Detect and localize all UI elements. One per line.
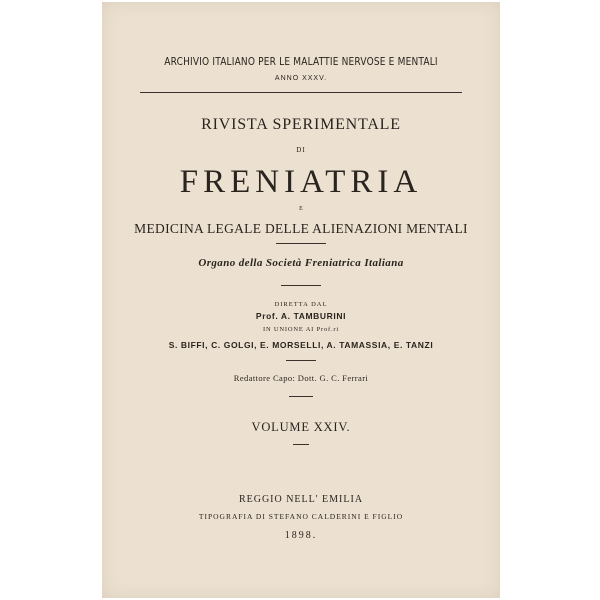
divider-4 bbox=[289, 396, 313, 397]
unione-label: IN UNIONE AI Prof.ri bbox=[263, 326, 339, 333]
main-title: FRENIATRIA bbox=[179, 164, 423, 200]
title-page bbox=[102, 2, 500, 598]
divider-1 bbox=[276, 243, 326, 244]
di-label: DI bbox=[296, 146, 306, 154]
divider-5 bbox=[293, 444, 309, 445]
divider-3 bbox=[286, 360, 316, 361]
imprint-year: 1898. bbox=[284, 530, 318, 541]
imprint-printer: TIPOGRAFIA DI STEFANO CALDERINI E FIGLIO bbox=[198, 512, 404, 521]
organo-line: Organo della Società Freniatrica Italiana bbox=[198, 257, 404, 269]
archive-title: ARCHIVIO ITALIANO PER LE MALATTIE NERVOSE E MENTALI bbox=[164, 56, 438, 68]
imprint-city: REGGIO NELL' EMILIA bbox=[238, 494, 364, 505]
header-rule bbox=[140, 92, 462, 93]
subtitle: MEDICINA LEGALE DELLE ALIENAZIONI MENTALI bbox=[134, 221, 468, 236]
anno-label: ANNO XXXV. bbox=[274, 75, 328, 82]
diretta-label: DIRETTA DAL bbox=[274, 301, 328, 308]
rivista-heading: RIVISTA SPERIMENTALE bbox=[201, 116, 401, 133]
director-name: Prof. A. TAMBURINI bbox=[255, 311, 347, 321]
volume-label: VOLUME XXIV. bbox=[251, 420, 351, 434]
redattore-line: Redattore Capo: Dott. G. C. Ferrari bbox=[233, 373, 369, 383]
e-label: E bbox=[299, 206, 303, 212]
divider-2 bbox=[281, 285, 321, 286]
editors-names: S. BIFFI, C. GOLGI, E. MORSELLI, A. TAMASSIA, E. TANZI bbox=[168, 340, 434, 350]
